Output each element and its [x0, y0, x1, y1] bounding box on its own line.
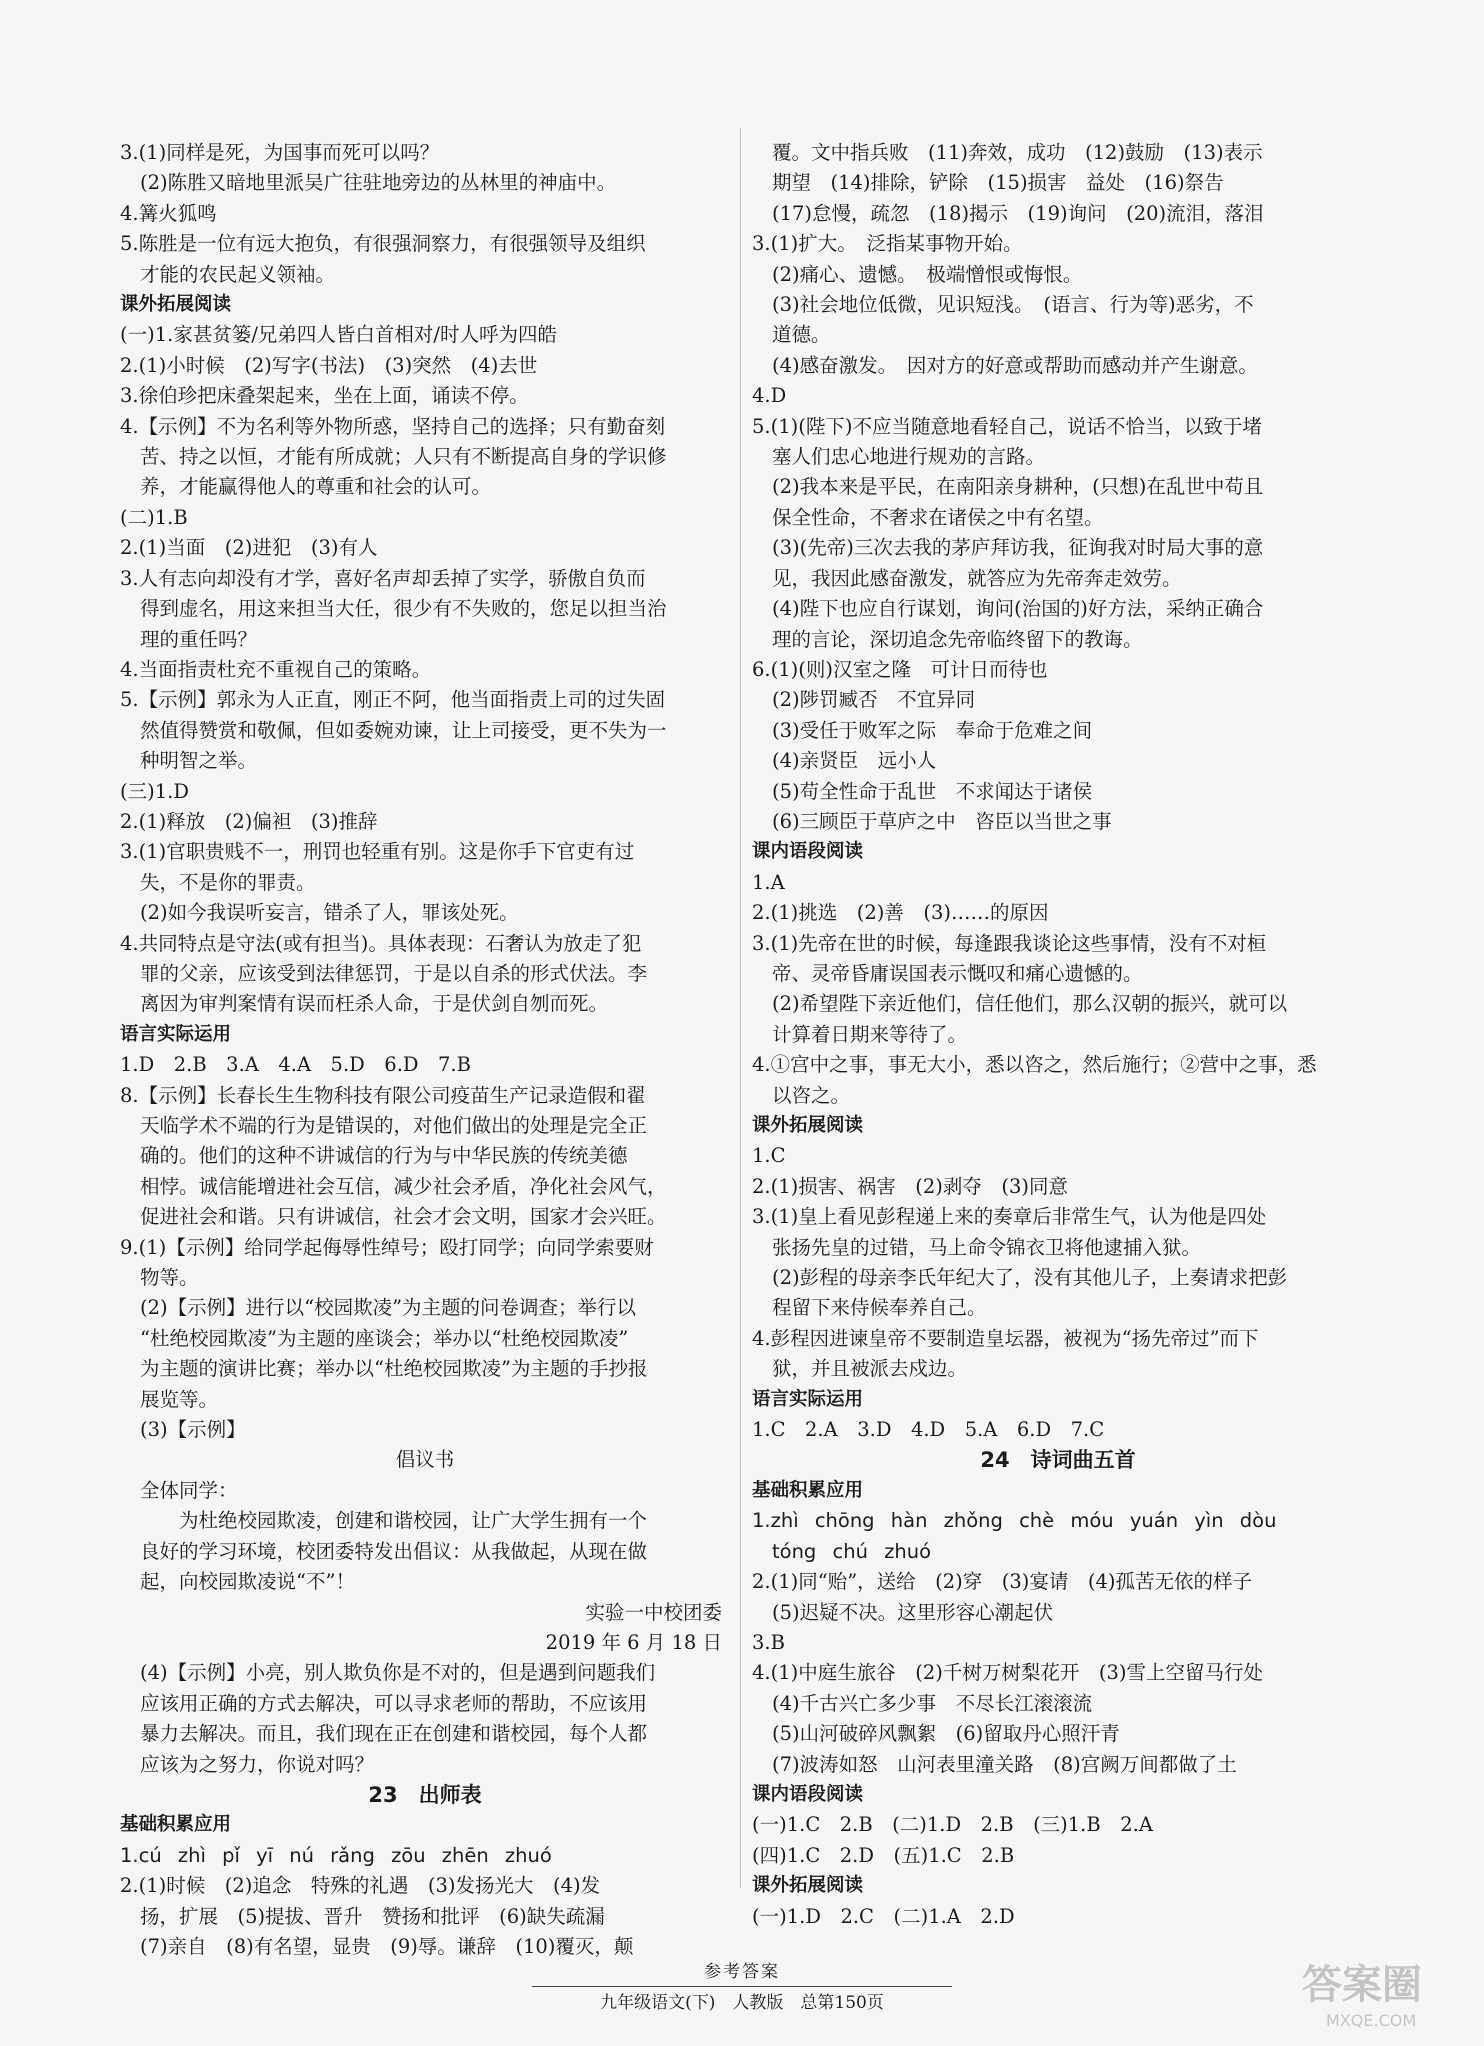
answer-line: 4.共同特点是守法(或有担当)。具体表现：石奢认为放走了犯 — [120, 931, 642, 955]
answer-line: (2)彭程的母亲李氏年纪大了，没有其他儿子，上奏请求把彭 — [772, 1266, 1288, 1290]
answer-line: (4)【示例】小亮，别人欺负你是不对的，但是遇到问题我们 — [140, 1661, 656, 1685]
answer-line: 3.徐伯珍把床叠架起来，坐在上面，诵读不停。 — [120, 384, 529, 408]
answer-line: 2.(1)挑选 (2)善 (3)……的原因 — [752, 901, 1049, 925]
answer-line: 为杜绝校园欺凌，创建和谐校园，让广大学生拥有一个 — [140, 1509, 648, 1533]
answer-line: 程留下来侍候奉养自己。 — [772, 1296, 987, 1320]
answer-line: 2019 年 6 月 18 日 — [545, 1630, 722, 1654]
section-heading: 课内语段阅读 — [752, 1783, 864, 1805]
watermark-logo — [1296, 1954, 1466, 2034]
answer-line: 4.彭程因进谏皇帝不要制造皇坛器，被视为“扬先帝过”而下 — [752, 1326, 1259, 1350]
lesson-title: 23 出师表 — [368, 1782, 482, 1807]
answer-line: (2)陟罚臧否 不宜异同 — [772, 688, 976, 712]
answer-line: (四)1.C 2.D (五)1.C 2.B — [752, 1843, 1015, 1867]
answer-line: (一)1.D 2.C (二)1.A 2.D — [752, 1904, 1015, 1928]
answer-line: 良好的学习环境，校团委特发出倡议：从我做起，从现在做 — [140, 1539, 648, 1563]
answer-line: 2.(1)时候 (2)追念 特殊的礼遇 (3)发扬光大 (4)发 — [120, 1874, 601, 1898]
answer-line: 3.(1)官职贵贱不一，刑罚也轻重有别。这是你手下官吏有过 — [120, 840, 635, 864]
answer-line: 应该为之努力，你说对吗？ — [140, 1752, 375, 1776]
answer-line: 罪的父亲，应该受到法律惩罚，于是以自杀的形式伏法。李 — [140, 961, 648, 985]
answer-line: 倡议书 — [395, 1448, 455, 1472]
answer-line: 3.(1)扩大。 泛指某事物开始。 — [752, 232, 1023, 256]
answer-line: 物等。 — [140, 1266, 199, 1290]
answer-line: 保全性命，不奢求在诸侯之中有名望。 — [772, 505, 1104, 529]
page-footer — [0, 1960, 1484, 2015]
watermark-url: MXQE.COM — [1326, 2011, 1417, 2030]
answer-line: (4)亲贤臣 远小人 — [772, 749, 937, 773]
answer-line: “杜绝校园欺凌”为主题的座谈会；举办以“杜绝校园欺凌” — [140, 1326, 629, 1350]
answer-line: 3.人有志向却没有才学，喜好名声却丢掉了实学，骄傲自负而 — [120, 566, 646, 590]
answer-line: 张扬先皇的过错，马上命令锦衣卫将他逮捕入狱。 — [772, 1235, 1202, 1259]
answer-line: (三)1.D — [120, 779, 189, 803]
answer-line: (3)社会地位低微，见识短浅。 (语言、行为等)恶劣，不 — [772, 293, 1254, 317]
section-heading: 课外拓展阅读 — [120, 294, 232, 316]
column-divider — [740, 128, 741, 1888]
footer-heading: 参考答案 — [704, 1962, 780, 1982]
answer-line: 2.(1)同“贻”，送给 (2)穿 (3)宴请 (4)孤苦无依的样子 — [752, 1570, 1253, 1594]
answer-line: 5.【示例】郭永为人正直，刚正不阿，他当面指责上司的过失固 — [120, 688, 666, 712]
answer-line: 5.(1)(陛下)不应当随意地看轻自己，说话不恰当，以致于堵 — [752, 414, 1262, 438]
section-heading: 语言实际运用 — [120, 1023, 232, 1045]
answer-line: 4.【示例】不为名利等外物所惑，坚持自己的选择；只有勤奋刻 — [120, 414, 666, 438]
answer-line: 养，才能赢得他人的尊重和社会的认可。 — [140, 475, 492, 499]
answer-line: 相悖。诚信能增进社会互信，减少社会矛盾，净化社会风气， — [140, 1174, 667, 1198]
answer-line: 3.(1)皇上看见彭程递上来的奏章后非常生气，认为他是四处 — [752, 1205, 1267, 1229]
answer-line: 9.(1)【示例】给同学起侮辱性绰号；殴打同学；向同学索要财 — [120, 1235, 654, 1259]
watermark-logo-text: 答案圈 — [1302, 1962, 1422, 2008]
section-heading: 语言实际运用 — [752, 1388, 864, 1410]
answer-line: (3)受任于败军之际 奉命于危难之间 — [772, 718, 1093, 742]
answer-line: (4)千古兴亡多少事 不尽长江滚滚流 — [772, 1691, 1093, 1715]
answer-line: 2.(1)小时候 (2)写字(书法) (3)突然 (4)去世 — [120, 353, 538, 377]
answer-line: (6)三顾臣于草庐之中 咨臣以当世之事 — [772, 809, 1112, 833]
answer-line: 期望 (14)排除，铲除 (15)损害 益处 (16)祭告 — [772, 171, 1224, 195]
answer-line: 确的。他们的这种不讲诚信的行为与中华民族的传统美德 — [140, 1144, 628, 1168]
answer-line: 苦、持之以恒，才能有所成就；人只有不断提高自身的学识修 — [140, 445, 667, 469]
answer-line: (4)陛下也应自行谋划，询问(治国的)好方法，采纳正确合 — [772, 597, 1264, 621]
answer-line: 1.C 2.A 3.D 4.D 5.A 6.D 7.C — [752, 1418, 1105, 1442]
answer-line: 1.D 2.B 3.A 4.A 5.D 6.D 7.B — [120, 1053, 471, 1077]
answer-line: 3.(1)先帝在世的时候，每逢跟我谈论这些事情，没有不对桓 — [752, 931, 1267, 955]
answer-line: 2.(1)释放 (2)偏袒 (3)推辞 — [120, 809, 378, 833]
answer-line: 天临学术不端的行为是错误的，对他们做出的处理是完全正 — [140, 1114, 648, 1137]
answer-line: (2)如今我误听妄言，错杀了人，罪该处死。 — [140, 901, 519, 925]
answer-line: 失，不是你的罪责。 — [140, 870, 316, 894]
answer-line: (3)【示例】 — [140, 1418, 246, 1442]
answer-line: 得到虚名，用这来担当大任，很少有不失败的，您足以担当治 — [140, 597, 667, 621]
answer-line: (3)(先帝)三次去我的茅庐拜访我，征询我对时局大事的意 — [772, 536, 1264, 560]
answer-line: (7)波涛如怒 山河表里潼关路 (8)宫阙万间都做了土 — [772, 1752, 1237, 1776]
section-heading: 课外拓展阅读 — [752, 1875, 864, 1897]
answer-line: (5)苟全性命于乱世 不求闻达于诸侯 — [772, 779, 1093, 803]
answer-line: 2.(1)当面 (2)进犯 (3)有人 — [120, 536, 378, 560]
answer-line: (2)痛心、遗憾。 极端憎恨或悔恨。 — [772, 262, 1083, 286]
answer-line: 4.D — [752, 384, 787, 408]
footer-rule — [532, 1986, 952, 1987]
pinyin-line: 1.zhì chōng hàn zhǒng chè móu yuán yìn dòu — [752, 1509, 1277, 1533]
section-heading: 课内语段阅读 — [752, 841, 864, 863]
answer-line: 覆。文中指兵败 (11)奔效，成功 (12)鼓励 (13)表示 — [772, 141, 1263, 164]
answer-line: 暴力去解决。而且，我们现在正在创建和谐校园，每个人都 — [140, 1722, 648, 1746]
answer-line: 塞人们忠心地进行规劝的言路。 — [772, 445, 1046, 469]
answer-line: (5)迟疑不决。这里形容心潮起伏 — [772, 1600, 1054, 1624]
answer-line: 帝、灵帝昏庸误国表示慨叹和痛心遗憾的。 — [772, 961, 1143, 985]
answer-line: 离因为审判案情有误而枉杀人命，于是伏剑自刎而死。 — [140, 992, 609, 1016]
answer-line: (2)我本来是平民，在南阳亲身耕种，(只想)在乱世中苟且 — [772, 475, 1264, 499]
lesson-title: 24 诗词曲五首 — [980, 1448, 1136, 1473]
answer-line: 然值得赞赏和敬佩，但如委婉劝谏，让上司接受，更不失为一 — [140, 718, 667, 742]
answer-line: (二)1.B — [120, 505, 188, 529]
answer-line: (7)亲自 (8)有名望，显贵 (9)辱。谦辞 (10)覆灭，颠 — [140, 1934, 634, 1958]
answer-line: (17)怠慢，疏忽 (18)揭示 (19)询问 (20)流泪，落泪 — [772, 201, 1264, 225]
answer-line: 以咨之。 — [772, 1083, 851, 1107]
answer-line: 理的重任吗？ — [140, 627, 258, 651]
answer-line: 狱，并且被派去戍边。 — [772, 1357, 968, 1381]
answer-line: (2)希望陛下亲近他们，信任他们，那么汉朝的振兴，就可以 — [772, 992, 1288, 1016]
footer-info: 九年级语文(下) 人教版 总第150页 — [600, 1993, 884, 2013]
answer-line: 4.当面指责杜充不重视自己的策略。 — [120, 657, 432, 681]
answer-line: 4.(1)中庭生旅谷 (2)千树万树梨花开 (3)雪上空留马行处 — [752, 1661, 1263, 1685]
answer-line: 6.(1)(则)汉室之隆 可计日而待也 — [752, 657, 1048, 681]
answer-line: 5.陈胜是一位有远大抱负，有很强洞察力，有很强领导及组织 — [120, 232, 646, 256]
answer-line: 理的言论，深切追念先帝临终留下的教诲。 — [772, 627, 1143, 651]
answer-line: 1.C — [752, 1144, 786, 1168]
answer-line: 促进社会和谐。只有讲诚信，社会才会文明，国家才会兴旺。 — [140, 1205, 667, 1229]
pinyin-line: tóng chú zhuó — [772, 1539, 932, 1563]
answer-line: 3.(1)同样是死，为国事而死可以吗？ — [120, 141, 440, 164]
answer-line: 8.【示例】长春长生生物科技有限公司疫苗生产记录造假和翟 — [120, 1083, 646, 1107]
answer-line: (5)山河破碎风飘絮 (6)留取丹心照汗青 — [772, 1722, 1120, 1746]
answer-line: (2)陈胜又暗地里派吴广往驻地旁边的丛林里的神庙中。 — [140, 171, 617, 195]
answer-line: 1.A — [752, 870, 785, 894]
section-heading: 基础积累应用 — [120, 1814, 232, 1836]
answer-line: 起，向校园欺凌说“不”！ — [140, 1570, 355, 1594]
section-heading: 基础积累应用 — [752, 1479, 864, 1501]
section-heading: 课外拓展阅读 — [752, 1115, 864, 1136]
answer-line: 4.篝火狐鸣 — [120, 201, 217, 225]
answer-line: (4)感奋激发。 因对方的好意或帮助而感动并产生谢意。 — [772, 353, 1258, 377]
answer-line: 展览等。 — [140, 1387, 219, 1411]
left-column — [120, 138, 730, 1962]
answer-line: 计算着日期来等待了。 — [772, 1022, 968, 1046]
answer-line: 4.①宫中之事，事无大小，悉以咨之，然后施行；②营中之事，悉 — [752, 1053, 1317, 1077]
answer-line: (一)1.家甚贫篓/兄弟四人皆白首相对/时人呼为四皓 — [120, 323, 557, 347]
answer-line: 应该用正确的方式去解决，可以寻求老师的帮助，不应该用 — [140, 1691, 648, 1715]
answer-line: 全体同学： — [140, 1478, 238, 1502]
answer-line: 2.(1)损害、祸害 (2)剥夺 (3)同意 — [752, 1174, 1068, 1198]
answer-line: (2)【示例】进行以“校园欺凌”为主题的问卷调查；举行以 — [140, 1296, 637, 1320]
answer-line: 扬，扩展 (5)提拔、晋升 赞扬和批评 (6)缺失疏漏 — [140, 1904, 605, 1928]
answer-line: 种明智之举。 — [140, 749, 258, 773]
answer-line: 实验一中校团委 — [585, 1600, 722, 1624]
answer-line: 才能的农民起义领袖。 — [140, 262, 336, 286]
answer-line: (一)1.C 2.B (二)1.D 2.B (三)1.B 2.A — [752, 1813, 1153, 1837]
answer-line: 道德。 — [772, 323, 831, 347]
answer-line: 3.B — [752, 1630, 785, 1654]
answer-line: 见，我因此感奋激发，就答应为先帝奔走效劳。 — [772, 566, 1182, 590]
right-column — [752, 138, 1364, 1932]
answer-line: 为主题的演讲比赛；举办以“杜绝校园欺凌”为主题的手抄报 — [140, 1357, 648, 1381]
pinyin-line: 1.cú zhì pǐ yī nú rǎng zōu zhēn zhuó — [120, 1843, 552, 1867]
